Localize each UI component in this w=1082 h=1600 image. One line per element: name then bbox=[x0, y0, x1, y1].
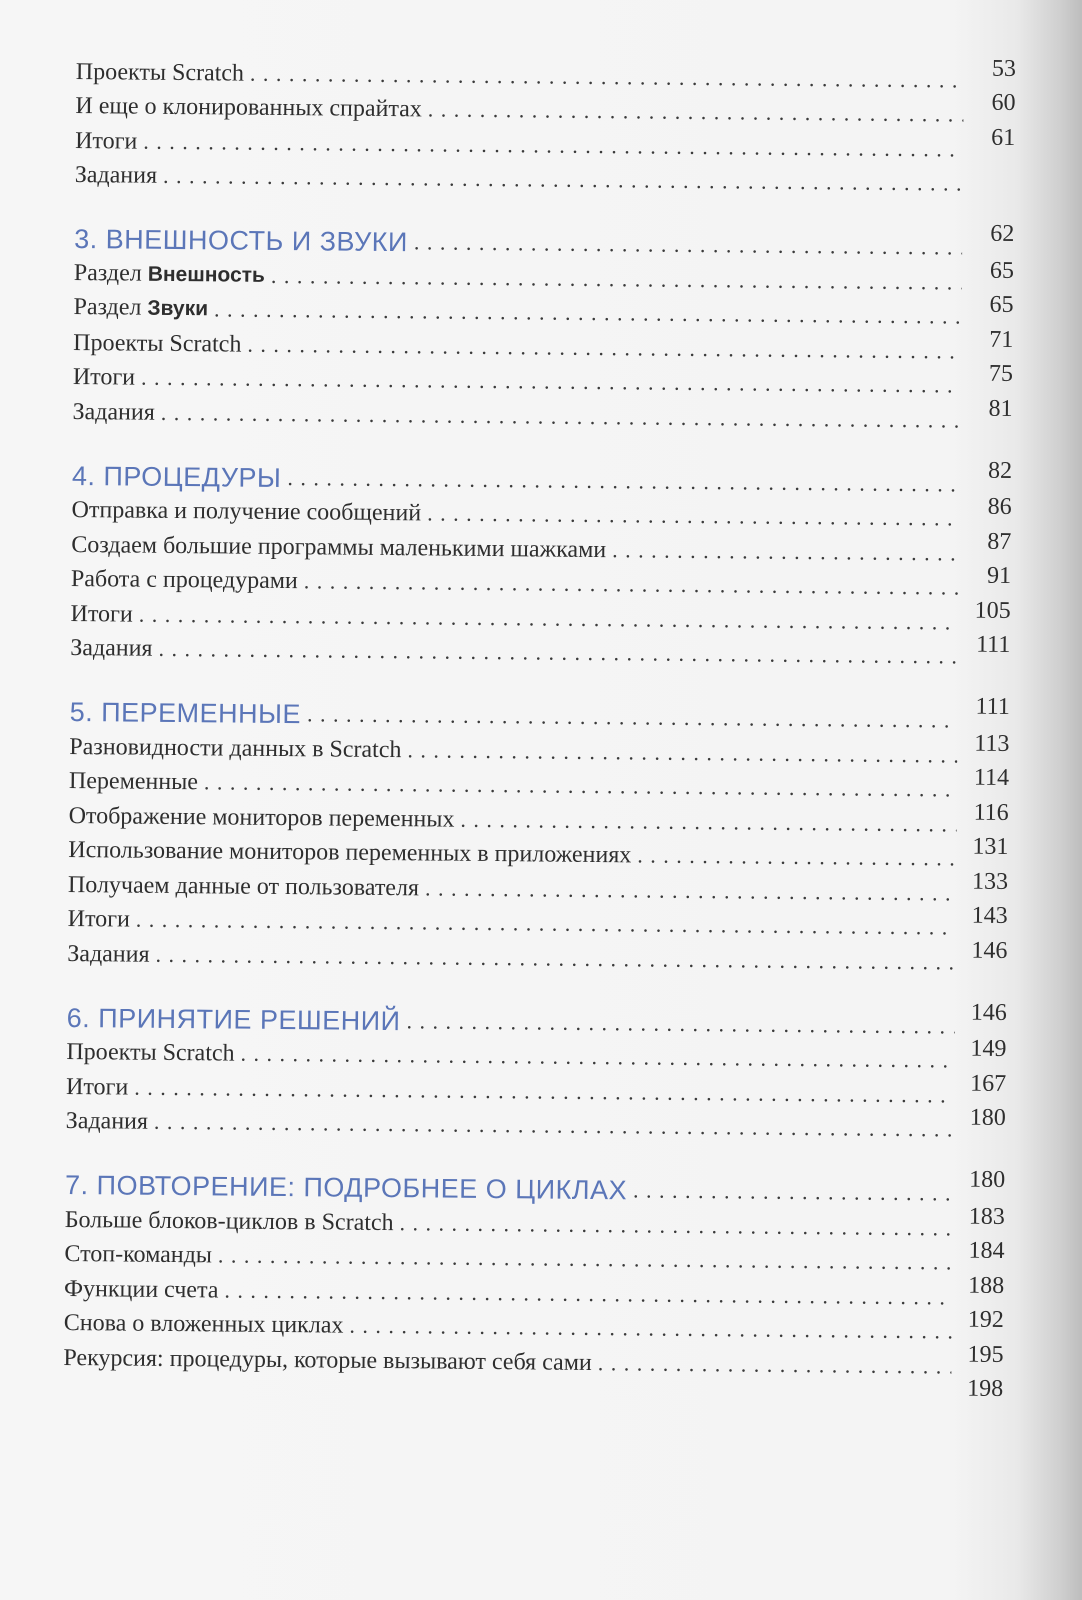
dot-leader bbox=[163, 161, 963, 199]
toc-page-number: 75 bbox=[988, 360, 1014, 388]
chapter-title: 4. ПРОЦЕДУРЫ bbox=[71, 460, 282, 493]
toc-page-number: 184 bbox=[968, 1237, 1005, 1264]
dot-leader bbox=[598, 1348, 952, 1381]
toc-page-number: 116 bbox=[973, 799, 1009, 826]
toc-entry-title: Рекурсия: процедуры, которые вызывают себя сами bbox=[63, 1344, 592, 1376]
toc-page-number: 62 bbox=[990, 220, 1015, 248]
toc-entry-title: Проекты Scratch bbox=[73, 329, 242, 358]
toc-entry-title: Проекты Scratch bbox=[66, 1038, 235, 1067]
toc-page-number: 71 bbox=[989, 326, 1014, 353]
dot-leader bbox=[161, 397, 961, 435]
toc-page-number: 60 bbox=[991, 89, 1016, 117]
toc-entry-title: Стоп-команды bbox=[64, 1240, 213, 1269]
toc-entry-title: И еще о клонированных спрайтах bbox=[75, 92, 422, 123]
toc-page-number: 53 bbox=[991, 55, 1017, 82]
toc-entry-title: Отправка и получение сообщений bbox=[71, 496, 422, 527]
toc-entry-title: Функции счета bbox=[64, 1275, 219, 1303]
toc-page-number: 143 bbox=[971, 902, 1008, 929]
dot-leader bbox=[612, 535, 959, 568]
toc-page-number: 198 bbox=[967, 1375, 1004, 1402]
toc-entry-title: Задания bbox=[74, 161, 158, 189]
toc-page-number: 105 bbox=[974, 597, 1011, 624]
toc-page-number: 167 bbox=[970, 1070, 1007, 1097]
toc-entry-title: Получаем данные от пользователя bbox=[67, 871, 420, 901]
toc-entry-title: Больше блоков-циклов в Scratch bbox=[64, 1206, 394, 1236]
toc-entry-title: Переменные bbox=[68, 767, 199, 796]
toc-entry-prefix: Раздел bbox=[73, 259, 148, 287]
toc-entry-title: Разновидности данных в Scratch bbox=[69, 733, 402, 763]
chapter-title: 5. ПЕРЕМЕННЫЕ bbox=[69, 696, 302, 730]
dot-leader bbox=[158, 634, 958, 672]
toc-entry-title: Итоги bbox=[65, 1073, 129, 1101]
toc-entry-title: Итоги bbox=[72, 363, 136, 391]
table-of-contents bbox=[63, 52, 1016, 1416]
toc-entry-title bbox=[73, 292, 214, 324]
toc-entry-bold: Звуки bbox=[147, 296, 209, 321]
toc-entry-title: Отображение мониторов переменных bbox=[68, 802, 455, 833]
toc-page-number: 195 bbox=[967, 1341, 1004, 1368]
toc-page-number: 65 bbox=[989, 257, 1015, 284]
dot-leader bbox=[154, 1107, 954, 1145]
chapter-title: 6. ПРИНЯТИЕ РЕШЕНИЙ bbox=[66, 1002, 401, 1036]
toc-page-number: 183 bbox=[968, 1203, 1005, 1230]
toc-page-number: 146 bbox=[970, 999, 1007, 1026]
dot-leader bbox=[637, 840, 956, 873]
toc-page-number: 146 bbox=[971, 937, 1008, 964]
toc-page-number: 180 bbox=[969, 1166, 1006, 1193]
toc-page-number: 61 bbox=[991, 124, 1016, 151]
toc-page-number: 82 bbox=[987, 457, 1013, 484]
toc-page-number: 87 bbox=[987, 528, 1012, 555]
toc-page-number: 111 bbox=[975, 693, 1010, 720]
toc-page-number: 86 bbox=[987, 493, 1012, 521]
toc-page-number: 188 bbox=[968, 1272, 1005, 1299]
chapter-title: 7. ПОВТОРЕНИЕ: ПОДРОБНЕЕ О ЦИКЛАХ bbox=[64, 1169, 628, 1206]
toc-page-number: 114 bbox=[973, 764, 1010, 791]
toc-page-number: 180 bbox=[969, 1104, 1006, 1131]
dot-leader bbox=[460, 804, 956, 839]
toc-entry-title: Задания bbox=[72, 398, 155, 426]
toc-entry-prefix: Раздел bbox=[73, 293, 148, 321]
toc-page-number: 111 bbox=[976, 631, 1011, 658]
toc-entry-title: Проекты Scratch bbox=[75, 58, 245, 87]
dot-leader bbox=[155, 939, 955, 977]
toc-entry-title: Итоги bbox=[75, 127, 138, 155]
toc-page-number: 192 bbox=[967, 1306, 1004, 1333]
toc-entry-title: Задания bbox=[65, 1107, 149, 1135]
toc-entry-title: Итоги bbox=[70, 600, 133, 628]
toc-page-number: 113 bbox=[974, 730, 1010, 757]
toc-page-number: 65 bbox=[989, 291, 1014, 319]
toc-page-number: 91 bbox=[986, 562, 1012, 589]
toc-page-number: 81 bbox=[988, 395, 1013, 422]
toc-entry-bold: Внешность bbox=[147, 262, 266, 287]
toc-entry-title: Работа с процедурами bbox=[70, 565, 298, 595]
toc-page-number: 131 bbox=[972, 833, 1009, 860]
toc-entry-title: Снова о вложенных циклах bbox=[63, 1309, 344, 1339]
toc-entry-title bbox=[74, 257, 271, 290]
toc-entry-title: Итоги bbox=[67, 905, 131, 933]
dot-leader bbox=[633, 1175, 953, 1208]
toc-page-number: 133 bbox=[971, 868, 1009, 895]
toc-entry-title: Использование мониторов переменных в приложениях bbox=[68, 836, 632, 869]
chapter-title: 3. ВНЕШНОСТЬ И ЗВУКИ bbox=[74, 223, 409, 258]
toc-page-number: 149 bbox=[970, 1035, 1007, 1062]
toc-entry-title: Задания bbox=[70, 634, 153, 662]
toc-entry-title: Создаем большие программы маленькими шажками bbox=[71, 531, 607, 563]
toc-entry-title: Задания bbox=[67, 940, 150, 968]
